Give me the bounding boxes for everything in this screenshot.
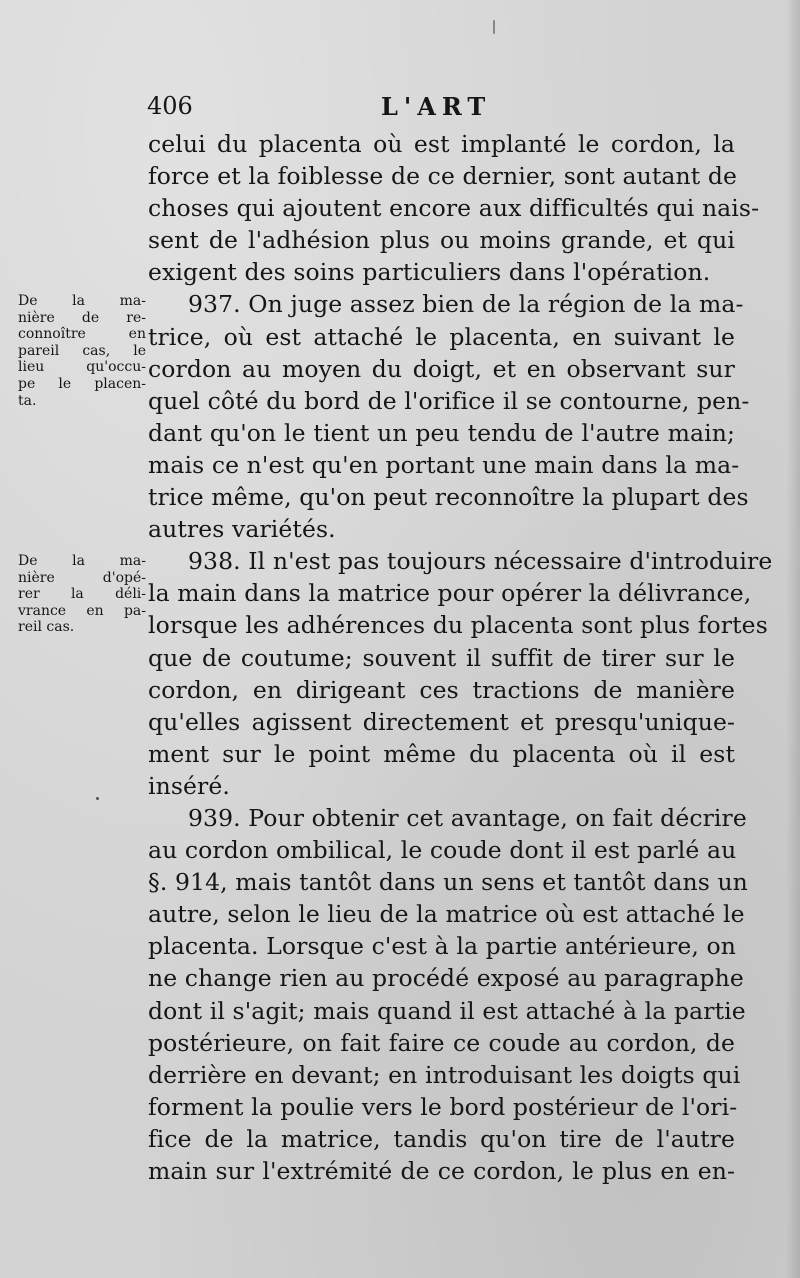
text-line: trice même, qu'on peut reconnoître la plupart des bbox=[148, 483, 749, 512]
margin-note-line: lieu qu'occu- bbox=[18, 359, 146, 376]
text-line: autres variétés. bbox=[148, 515, 336, 544]
margin-note-1 bbox=[18, 293, 146, 409]
margin-note-line: pareil cas, le bbox=[18, 342, 146, 359]
text-line: fice de la matrice, tandis qu'on tire de l'autre bbox=[148, 1124, 735, 1153]
text-line: cordon au moyen du doigt, et en observant sur bbox=[148, 354, 735, 383]
body-text bbox=[148, 128, 773, 1187]
text-line: derrière en devant; en introduisant les doigts qui bbox=[148, 1060, 741, 1089]
text-line: ment sur le point même du placenta où il est bbox=[148, 739, 735, 768]
text-line: trice, où est attaché le placenta, en suivant le bbox=[148, 322, 735, 351]
text-line: forment la poulie vers le bord postérieur de l'ori- bbox=[148, 1092, 738, 1121]
text-line: qu'elles agissent directement et presqu'unique- bbox=[148, 707, 735, 736]
paragraph-938-start: 938. Il n'est pas toujours nécessaire d'introduire bbox=[188, 547, 773, 576]
page-edge-shadow bbox=[786, 0, 800, 1278]
text-line: la main dans la matrice pour opérer la délivrance, bbox=[148, 579, 752, 608]
text-line: celui du placenta où est implanté le cordon, la bbox=[148, 130, 735, 158]
running-title: L'ART bbox=[381, 92, 492, 121]
margin-note-line: De la ma- bbox=[18, 553, 146, 569]
margin-note-line: pe le placen- bbox=[18, 375, 146, 392]
page-number: 406 bbox=[147, 92, 193, 120]
margin-note-line: vrance en pa- bbox=[18, 602, 146, 619]
margin-note-2 bbox=[18, 553, 146, 636]
text-line: au cordon ombilical, le coude dont il est parlé au bbox=[148, 836, 737, 865]
text-line: lorsque les adhérences du placenta sont plus fortes bbox=[148, 611, 768, 640]
text-line: §. 914, mais tantôt dans un sens et tantôt dans un bbox=[148, 868, 748, 897]
text-line: dant qu'on le tient un peu tendu de l'autre main; bbox=[148, 418, 735, 447]
margin-note-line: nière d'opé- bbox=[18, 569, 146, 586]
text-line: postérieure, on fait faire ce coude au cordon, de bbox=[148, 1028, 735, 1057]
text-line: main sur l'extrémité de ce cordon, le plus en en- bbox=[148, 1157, 735, 1185]
text-line: que de coutume; souvent il suffit de tirer sur le bbox=[148, 643, 735, 672]
paragraph-939-start: 939. Pour obtenir cet avantage, on fait décrire bbox=[188, 803, 747, 832]
margin-note-line: De la ma- bbox=[18, 293, 146, 309]
text-line: choses qui ajoutent encore aux difficultés qui nais- bbox=[148, 194, 760, 223]
margin-note-line: ta. bbox=[18, 392, 37, 409]
paper-speck bbox=[96, 797, 99, 800]
text-line: exigent des soins particuliers dans l'opération. bbox=[148, 258, 711, 287]
text-line: dont il s'agit; mais quand il est attaché à la partie bbox=[148, 996, 746, 1025]
paper-speck bbox=[493, 20, 495, 34]
text-line: autre, selon le lieu de la matrice où est attaché le bbox=[148, 900, 745, 929]
text-line: quel côté du bord de l'orifice il se contourne, pen- bbox=[148, 386, 750, 415]
text-line: force et la foiblesse de ce dernier, sont autant de bbox=[148, 162, 738, 191]
running-head bbox=[147, 92, 730, 128]
text-line: inséré. bbox=[148, 771, 230, 800]
margin-note-line: reil cas. bbox=[18, 619, 75, 636]
margin-note-line: rer la déli- bbox=[18, 586, 146, 603]
paragraph-937-start: 937. On juge assez bien de la région de la ma- bbox=[188, 290, 744, 319]
margin-note-line: nière de re- bbox=[18, 309, 146, 326]
text-line: mais ce n'est qu'en portant une main dans la ma- bbox=[148, 450, 740, 479]
text-line: ne change rien au procédé exposé au paragraphe bbox=[148, 964, 744, 993]
margin-note-line: connoître en bbox=[18, 326, 146, 343]
text-line: cordon, en dirigeant ces tractions de manière bbox=[148, 675, 735, 704]
text-line: sent de l'adhésion plus ou moins grande, et qui bbox=[148, 226, 735, 255]
text-line: placenta. Lorsque c'est à la partie antérieure, on bbox=[148, 932, 737, 961]
